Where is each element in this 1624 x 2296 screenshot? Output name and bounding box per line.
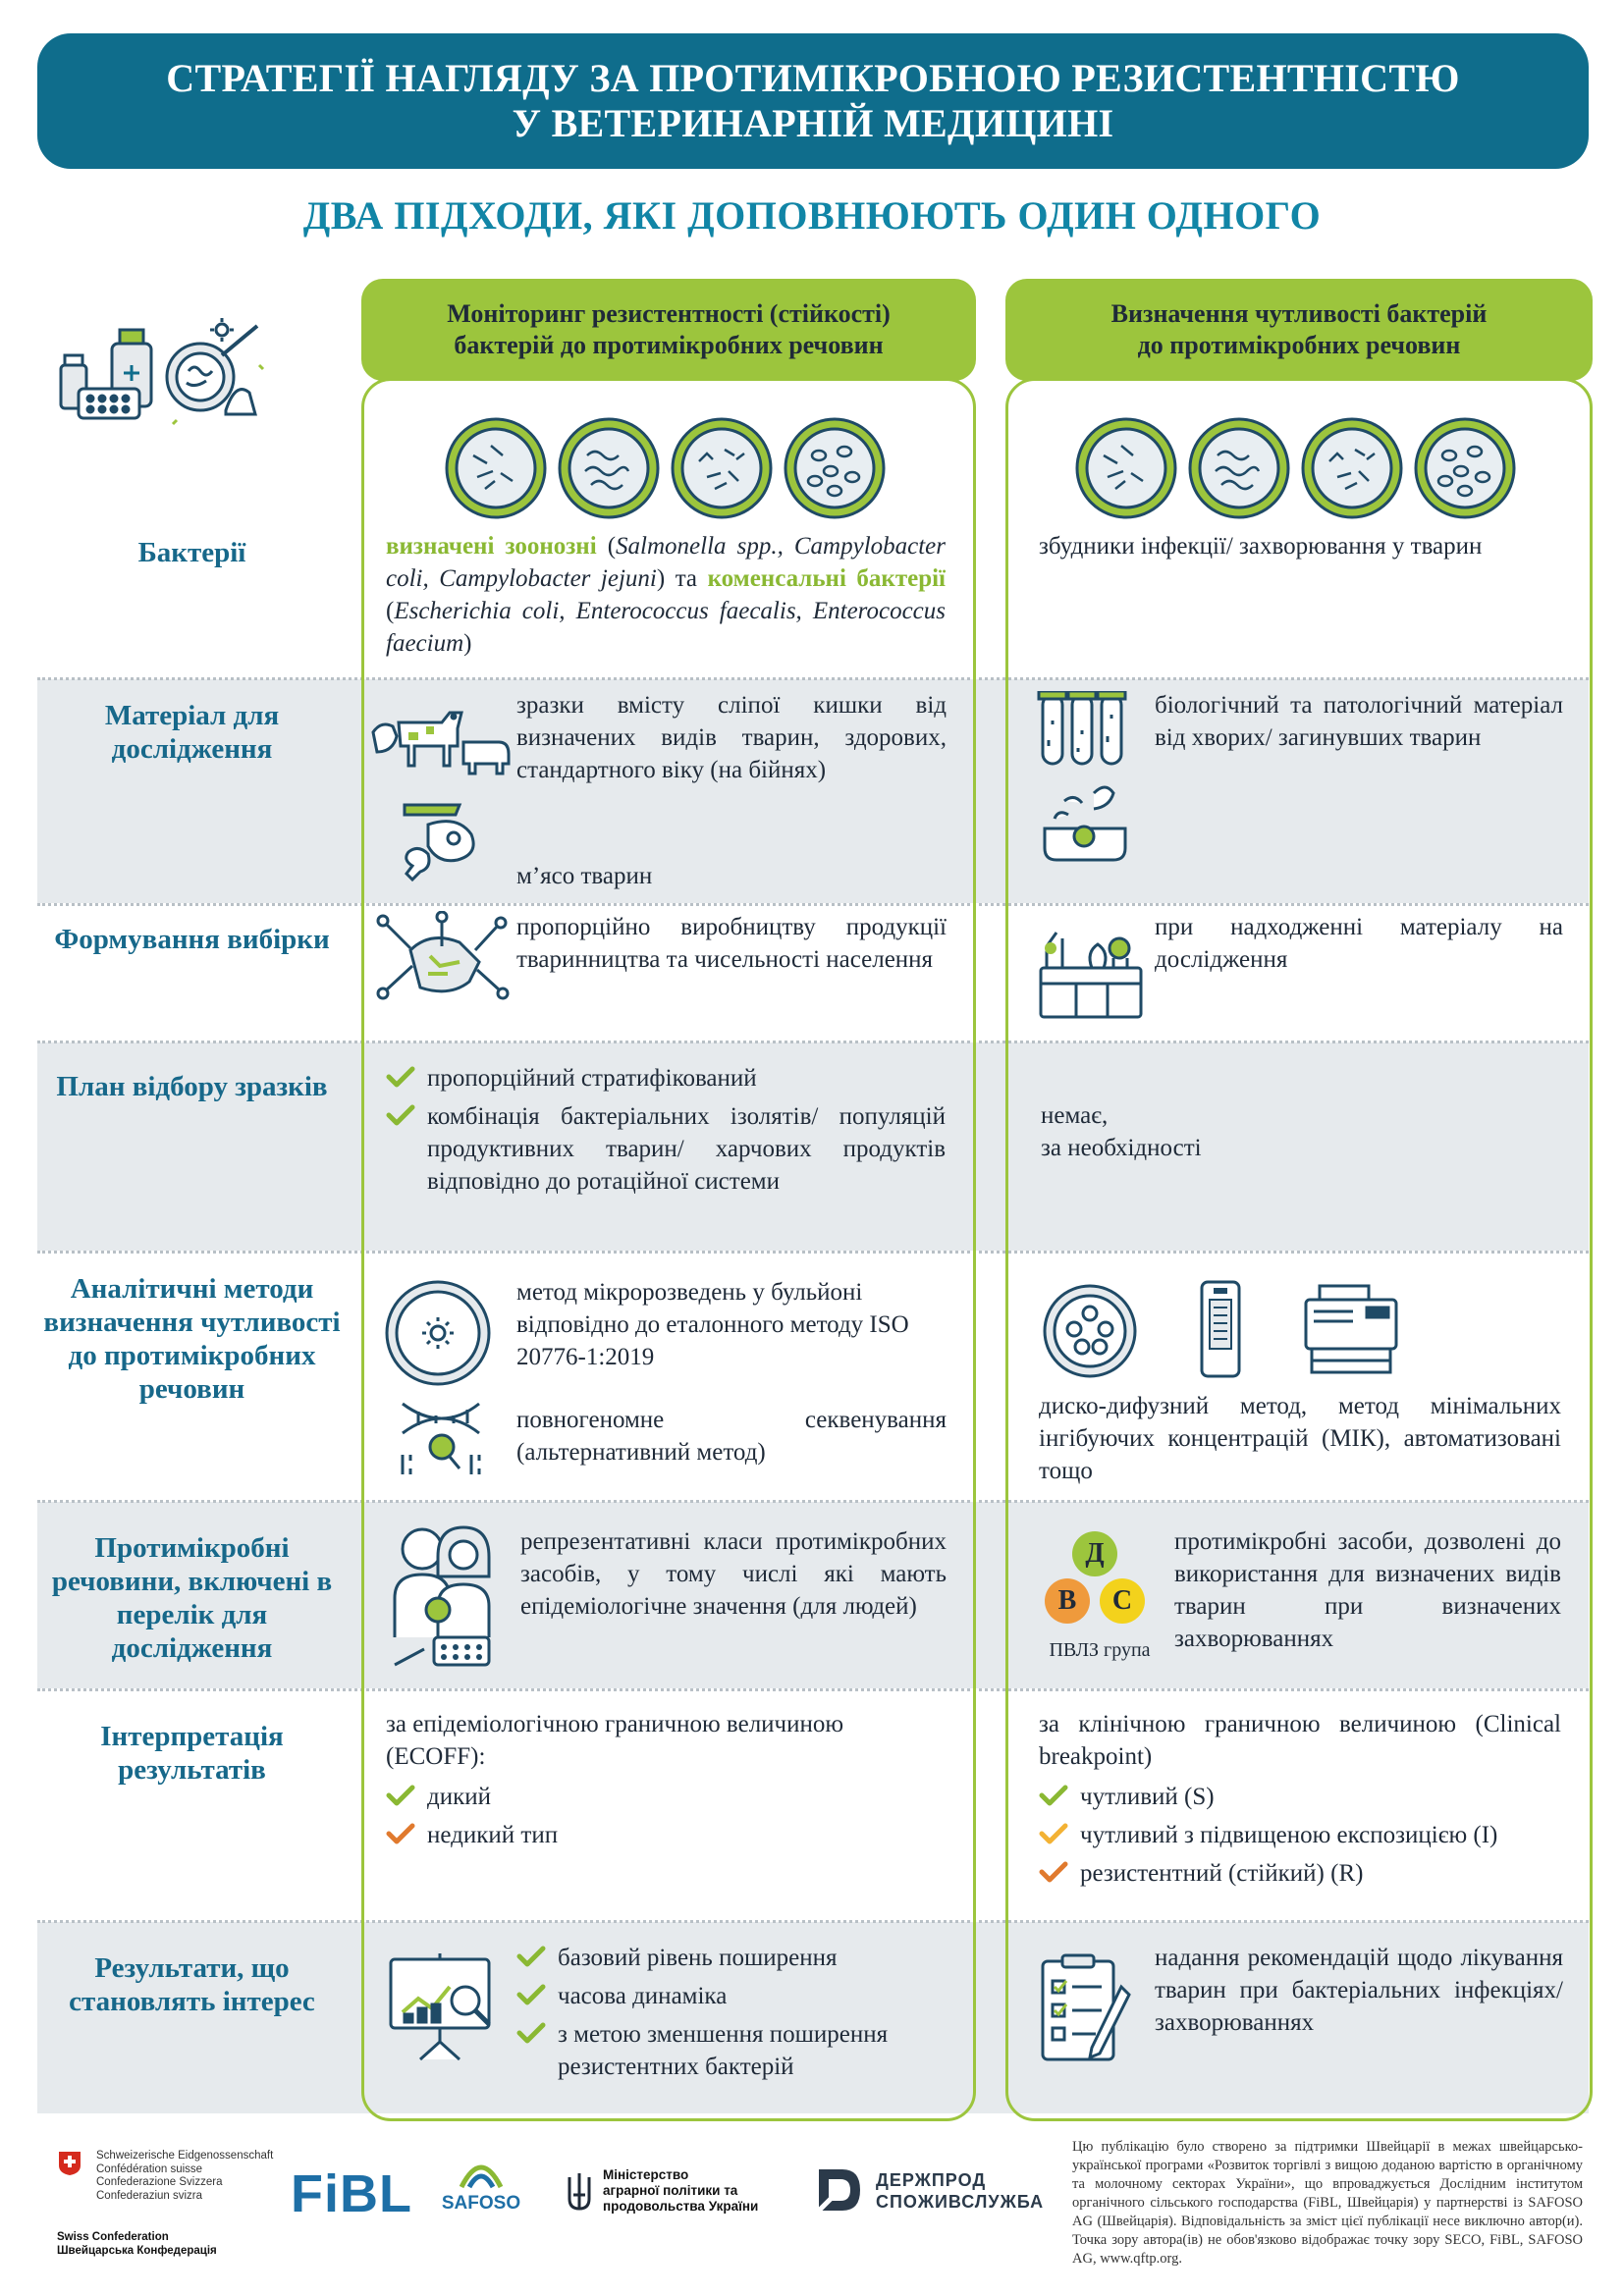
row-label-bacteria: Бактерії <box>137 537 246 568</box>
swiss-sub: Swiss Confederation <box>57 2231 169 2243</box>
safoso-logo <box>432 2158 530 2226</box>
results-item-text: часова динаміка <box>558 1983 728 2009</box>
plan-item-text: комбінація бактеріальних ізолятів/ популяцій продуктивних тварин/ харчових продуктів відповідно до ротаційної системи <box>427 1103 946 1195</box>
petri-dishes-icon <box>1072 416 1534 520</box>
row-label-plan: План відбору зразків <box>56 1071 328 1102</box>
ministry-line: продовольства України <box>603 2199 759 2214</box>
check-icon <box>1039 1823 1068 1844</box>
disk-diffusion-icon <box>1041 1282 1139 1380</box>
dpss-text <box>876 2169 1044 2213</box>
list-item <box>516 1980 958 2012</box>
subtitle: ДВА ПІДХОДИ, ЯКІ ДОПОВНЮЮТЬ ОДИН ОДНОГО <box>302 193 1322 238</box>
list-item <box>516 1942 958 1974</box>
network-map-icon <box>371 911 514 1009</box>
badge-b: B <box>1045 1578 1090 1624</box>
petri-dishes-icon <box>442 416 903 520</box>
list-item <box>386 1062 946 1095</box>
check-icon <box>386 1104 415 1126</box>
safoso-mark-icon <box>458 2158 505 2191</box>
pvlz-badges <box>1037 1531 1163 1679</box>
badge-c: C <box>1100 1578 1145 1624</box>
text-fragment: ) <box>463 630 472 657</box>
interpretation-item-text: дикий <box>427 1784 492 1810</box>
presentation-chart-icon <box>385 1949 499 2063</box>
analyzer-machine-icon <box>1302 1282 1400 1376</box>
list-item <box>1039 1781 1561 1813</box>
title-line-1: СТРАТЕГІЇ НАГЛЯДУ ЗА ПРОТИМІКРОБНОЮ РЕЗИСТЕНТНІСТЮ <box>166 56 1460 100</box>
row-label-interpretation: Інтерпретація результатів <box>100 1721 284 1786</box>
interpretation-item-text: чутливий (S) <box>1080 1784 1215 1810</box>
check-icon <box>516 1946 546 1967</box>
swiss-name: Schweizerische Eidgenossenschaft <box>96 2150 274 2162</box>
material-right-text: біологічний та патологічний матеріал від хворих/ загинувших тварин <box>1155 692 1563 751</box>
swiss-name: Confédération suisse <box>96 2163 203 2175</box>
fibl-logo: FiBL <box>291 2164 412 2223</box>
interpretation-item-text: чутливий з підвищеною експозицією (I) <box>1080 1822 1498 1848</box>
row-label-sampling: Формування вибірки <box>54 924 330 955</box>
swiss-flag-icon <box>57 2150 82 2177</box>
plan-right-line-2: за необхідності <box>1041 1135 1202 1161</box>
results-item-text: з метою зменшення поширення резистентних бактерій <box>558 2021 889 2080</box>
list-item <box>386 1781 946 1813</box>
right-column-header <box>1005 279 1593 381</box>
dpss-mark-icon <box>815 2165 864 2215</box>
list-item <box>1039 1819 1561 1851</box>
list-item <box>386 1100 946 1198</box>
plan-left-list <box>386 1062 946 1203</box>
people-family-icon <box>389 1520 497 1679</box>
badge-d: Д <box>1072 1531 1117 1576</box>
list-item <box>386 1819 946 1851</box>
lab-bench-icon <box>1037 919 1145 1021</box>
methods-right-text: диско-дифузний метод, метод мінімальних інгібуючих концентрацій (МІК), автоматизовані тощо <box>1039 1393 1561 1484</box>
interpretation-left-intro: за епідеміологічною граничною величиною (ECOFF): <box>386 1711 844 1770</box>
left-header-line-2: бактерій до протимікробних речовин <box>454 331 884 359</box>
test-tubes-icon <box>1035 691 1133 864</box>
bacteria-zoonotic-term: визначені зоонозні <box>386 533 597 560</box>
dpss-line: ДЕРЖПРОД <box>876 2170 987 2190</box>
text-fragment: ( <box>386 598 395 624</box>
safoso-text: SAFOSO <box>441 2193 521 2214</box>
results-left-list <box>516 1942 958 2089</box>
bacteria-zoonotic-species: Salmonella spp., Campylobacter coli, Campylobacter jejuni <box>386 533 947 592</box>
text-fragment: ) та <box>656 565 708 592</box>
sampling-left-text: пропорційно виробництву продукції тваринництва та чисельності населення <box>516 914 947 973</box>
antimicrobials-left-text: репрезентативні класи протимікробних засобів, у тому числі які мають епідеміологічне значення (для людей) <box>520 1528 947 1620</box>
list-item <box>1039 1857 1561 1890</box>
text-fragment: ( <box>596 533 617 560</box>
title-banner <box>37 33 1589 169</box>
plan-right-line-1: немає, <box>1041 1102 1109 1129</box>
dpss-logo <box>815 2165 1060 2215</box>
plan-item-text: пропорційний стратифікований <box>427 1065 757 1092</box>
badge-caption: ПВЛЗ група <box>1049 1639 1151 1661</box>
left-column-header <box>361 279 976 381</box>
check-icon <box>516 1984 546 2005</box>
swiss-names <box>96 2150 273 2203</box>
bacteria-right-text: збудники інфекції/ захворювання у тварин <box>1039 533 1483 560</box>
disclaimer-text: Цю публікацію було створено за підтримки Швейцарії в межах швейцарсько-української програми «Розвиток торгівлі з вищою доданою вартістю в органічному та молочному секторах України», що впроваджується Дослідним інститутом органічного сільського господарства (FiBL, Швейцарія) у партнерстві із SAFOSO AG (Швейцарія). Відповідальність за зміст цієї публікації несе виключно автор(и). Точка зору автора(ів) не обов'язково відображає точку зору SECO, FiBL, SAFOSO AG, www.qftp.org. <box>1072 2139 1583 2267</box>
right-header-line-1: Визначення чутливості бактерій <box>1110 299 1488 328</box>
farm-animals-icon <box>369 693 516 781</box>
methods-left-text-1: метод мікророзведень у бульйоні відповідно до еталонного методу ISO 20776-1:2019 <box>516 1279 909 1370</box>
bacteria-left-text <box>386 530 946 660</box>
check-icon <box>386 1066 415 1088</box>
row-label-results: Результати, що становлять інтерес <box>69 1952 315 2017</box>
list-item <box>516 2018 958 2083</box>
left-header-line-1: Моніторинг резистентності (стійкості) <box>447 299 891 328</box>
swiss-name: Confederaziun svizra <box>96 2189 203 2202</box>
ministry-line: аграрної політики та <box>603 2183 738 2198</box>
ministry-line: Міністерство <box>603 2167 689 2182</box>
test-strip-icon <box>1198 1278 1243 1380</box>
dna-sequencing-icon <box>397 1398 485 1482</box>
ministry-text <box>603 2167 758 2215</box>
results-right-text: надання рекомендацій щодо лікування тварин при бактеріальних інфекціях/ захворюваннях <box>1155 1945 1563 2036</box>
results-item-text: базовий рівень поширення <box>558 1945 838 1971</box>
title-line-2: У ВЕТЕРИНАРНІЙ МЕДИЦИНІ <box>512 101 1114 145</box>
row-label-methods: Аналітичні методи визначення чутливості до протимікробних речовин <box>43 1273 341 1405</box>
bacteria-commensal-species: Escherichia coli, Enterococcus faecalis, Enterococcus faecium <box>386 598 946 657</box>
swiss-name: Confederazione Svizzera <box>96 2176 223 2188</box>
antimicrobials-right-text: протимікробні засоби, дозволені до використання для визначених видів тварин при визначених захворюваннях <box>1174 1528 1561 1652</box>
methods-left-text-2: повногеномне секвенування (альтернативний метод) <box>516 1407 947 1466</box>
sampling-right-text: при надходженні матеріалу на дослідження <box>1155 914 1563 973</box>
row-label-antimicrobials: Протимікробні речовини, включені в перелік для дослідження <box>51 1532 333 1664</box>
check-icon <box>1039 1785 1068 1806</box>
right-header-line-2: до протимікробних речовин <box>1137 331 1461 359</box>
plan-right-text <box>1041 1099 1434 1164</box>
row-label-material: Матеріал для дослідження <box>104 700 280 765</box>
swiss-sub: Швейцарська Конфедерація <box>57 2245 217 2257</box>
material-left-meat: м’ясо тварин <box>516 863 653 889</box>
interpretation-right <box>1039 1708 1561 1896</box>
material-left-text: зразки вмісту сліпої кишки від визначених видів тварин, здорових, стандартного віку (на бійнях) <box>516 692 947 783</box>
meat-icon <box>399 795 487 883</box>
bacteria-commensal-term: коменсальні бактерії <box>707 565 947 592</box>
check-icon <box>386 1785 415 1806</box>
interpretation-left <box>386 1708 946 1857</box>
interpretation-right-intro: за клінічною граничною величиною (Clinical breakpoint) <box>1039 1711 1561 1770</box>
interpretation-item-text: недикий тип <box>427 1822 559 1848</box>
swiss-subtitle <box>57 2230 217 2258</box>
check-icon <box>1039 1861 1068 1883</box>
tryzub-icon <box>566 2171 593 2215</box>
lab-supplies-icon <box>57 316 273 436</box>
petri-dish-plate-icon <box>383 1278 493 1388</box>
check-icon <box>386 1823 415 1844</box>
checklist-clipboard-icon <box>1039 1951 1133 2065</box>
dpss-line: СПОЖИВСЛУЖБА <box>876 2192 1045 2212</box>
interpretation-item-text: резистентний (стійкий) (R) <box>1080 1860 1364 1887</box>
check-icon <box>516 2022 546 2044</box>
